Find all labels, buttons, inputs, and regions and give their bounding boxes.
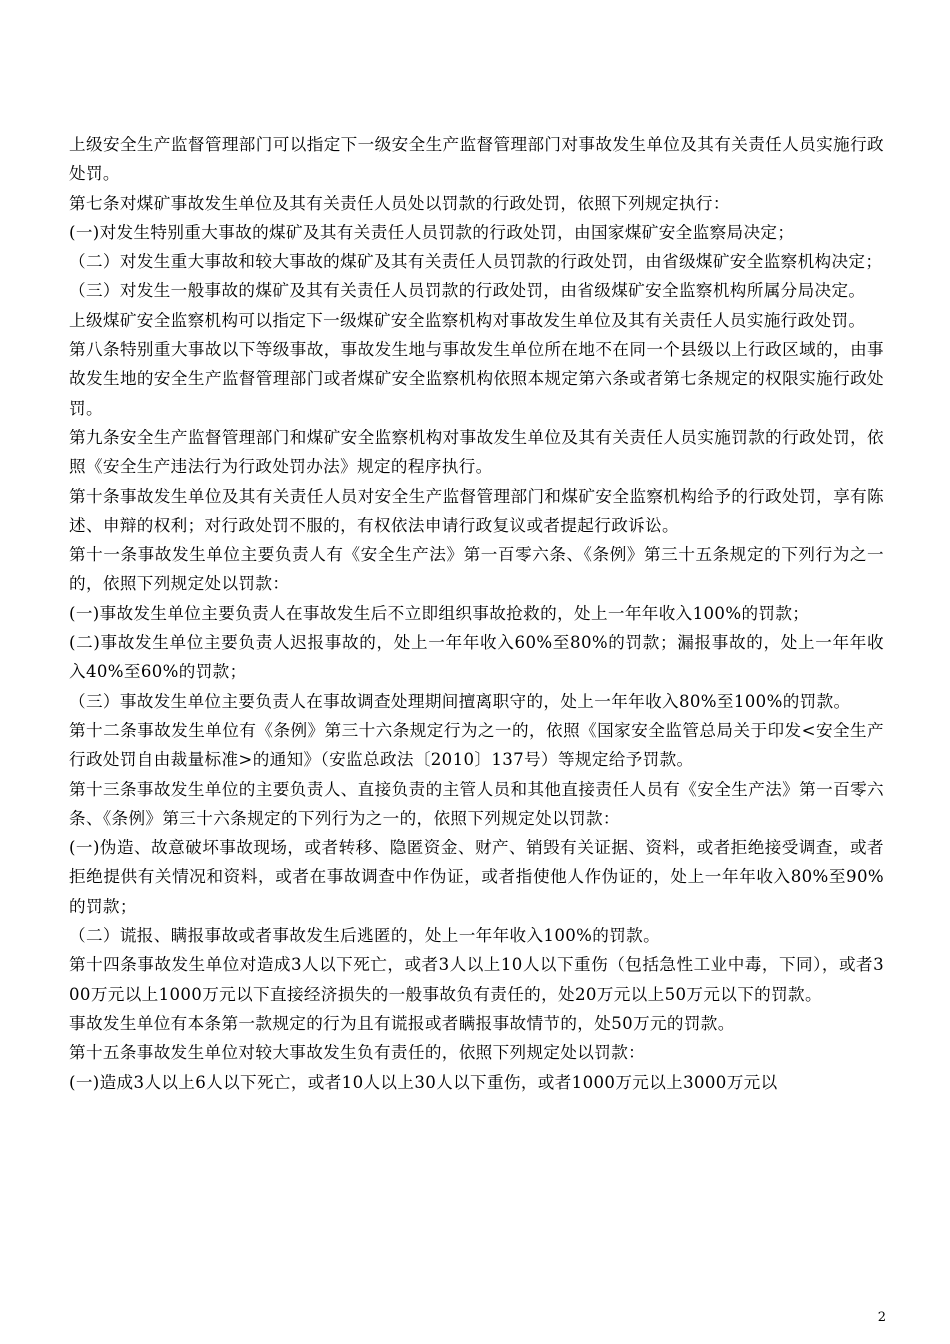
paragraph: 第十一条事故发生单位主要负责人有《安全生产法》第一百零六条、《条例》第三十五条规定的下列行为之一的，依照下列规定处以罚款： [69, 545, 884, 594]
paragraph: 第八条特别重大事故以下等级事故，事故发生地与事故发生单位所在地不在同一个县级以上行政区域的，由事故发生地的安全生产监督管理部门或者煤矿安全监察机构依照本规定第六条或者第七条规定的权限实施行政处罚。 [69, 340, 884, 418]
paragraph: 第十五条事故发生单位对较大事故发生负有责任的，依照下列规定处以罚款： [69, 1043, 646, 1063]
paragraph: 第十二条事故发生单位有《条例》第三十六条规定行为之一的，依照《国家安全监管总局关于印发<安全生产行政处罚自由裁量标准>的通知》（安监总政法〔2010〕137号）等规定给予罚款。 [69, 720, 884, 770]
paragraph: （二）对发生重大事故和较大事故的煤矿及其有关责任人员罚款的行政处罚，由省级煤矿安全监察机构决定； [69, 252, 883, 272]
paragraph: (一)对发生特别重大事故的煤矿及其有关责任人员罚款的行政处罚，由国家煤矿安全监察局决定； [69, 222, 795, 242]
page-number: 2 [877, 1310, 886, 1325]
paragraph: 事故发生单位有本条第一款规定的行为且有谎报或者瞒报事故情节的，处50万元的罚款。 [69, 1013, 735, 1033]
paragraph: （三）对发生一般事故的煤矿及其有关责任人员罚款的行政处罚，由省级煤矿安全监察机构所属分局决定。 [69, 281, 866, 301]
paragraph: (二)事故发生单位主要负责人迟报事故的，处上一年年收入60%至80%的罚款；漏报事故的，处上一年年收入40%至60%的罚款； [69, 633, 884, 682]
paragraph: (一)造成3人以上6人以下死亡，或者10人以上30人以下重伤，或者1000万元以上3000万元以 [69, 1072, 778, 1092]
paragraph: 第七条对煤矿事故发生单位及其有关责任人员处以罚款的行政处罚，依照下列规定执行： [69, 193, 730, 213]
paragraph: 第十条事故发生单位及其有关责任人员对安全生产监督管理部门和煤矿安全监察机构给予的行政处罚，享有陈述、申辩的权利；对行政处罚不服的，有权依法申请行政复议或者提起行政诉讼。 [69, 486, 884, 535]
paragraph: 上级煤矿安全监察机构可以指定下一级煤矿安全监察机构对事故发生单位及其有关责任人员实施行政处罚。 [69, 310, 866, 330]
paragraph: 第十四条事故发生单位对造成3人以下死亡，或者3人以上10人以下重伤（包括急性工业中毒，下同），或者300万元以上1000万元以下直接经济损失的一般事故负有责任的，处20万元以上50万元以下的罚款。 [69, 955, 884, 1004]
paragraph: （二）谎报、瞒报事故或者事故发生后逃匿的，处上一年年收入100%的罚款。 [69, 926, 661, 946]
paragraph: 第九条安全生产监督管理部门和煤矿安全监察机构对事故发生单位及其有关责任人员实施罚款的行政处罚，依照《安全生产违法行为行政处罚办法》规定的程序执行。 [69, 427, 884, 477]
paragraph: (一)伪造、故意破坏事故现场，或者转移、隐匿资金、财产、销毁有关证据、资料，或者拒绝接受调查，或者拒绝提供有关情况和资料，或者在事故调查中作伪证，或者指使他人作伪证的，处上一年年收入80%至90%的罚款； [69, 838, 884, 916]
paragraph: (一)事故发生单位主要负责人在事故发生后不立即组织事故抢救的，处上一年年收入100%的罚款； [69, 603, 810, 623]
paragraph: （三）事故发生单位主要负责人在事故调查处理期间擅离职守的，处上一年年收入80%至100%的罚款。 [69, 691, 851, 711]
paragraph: 第十三条事故发生单位的主要负责人、直接负责的主管人员和其他直接责任人员有《安全生产法》第一百零六条、《条例》第三十六条规定的下列行为之一的，依照下列规定处以罚款： [69, 779, 884, 828]
paragraph: 上级安全生产监督管理部门可以指定下一级安全生产监督管理部门对事故发生单位及其有关责任人员实施行政处罚。 [69, 135, 884, 184]
document-body [69, 130, 884, 1097]
